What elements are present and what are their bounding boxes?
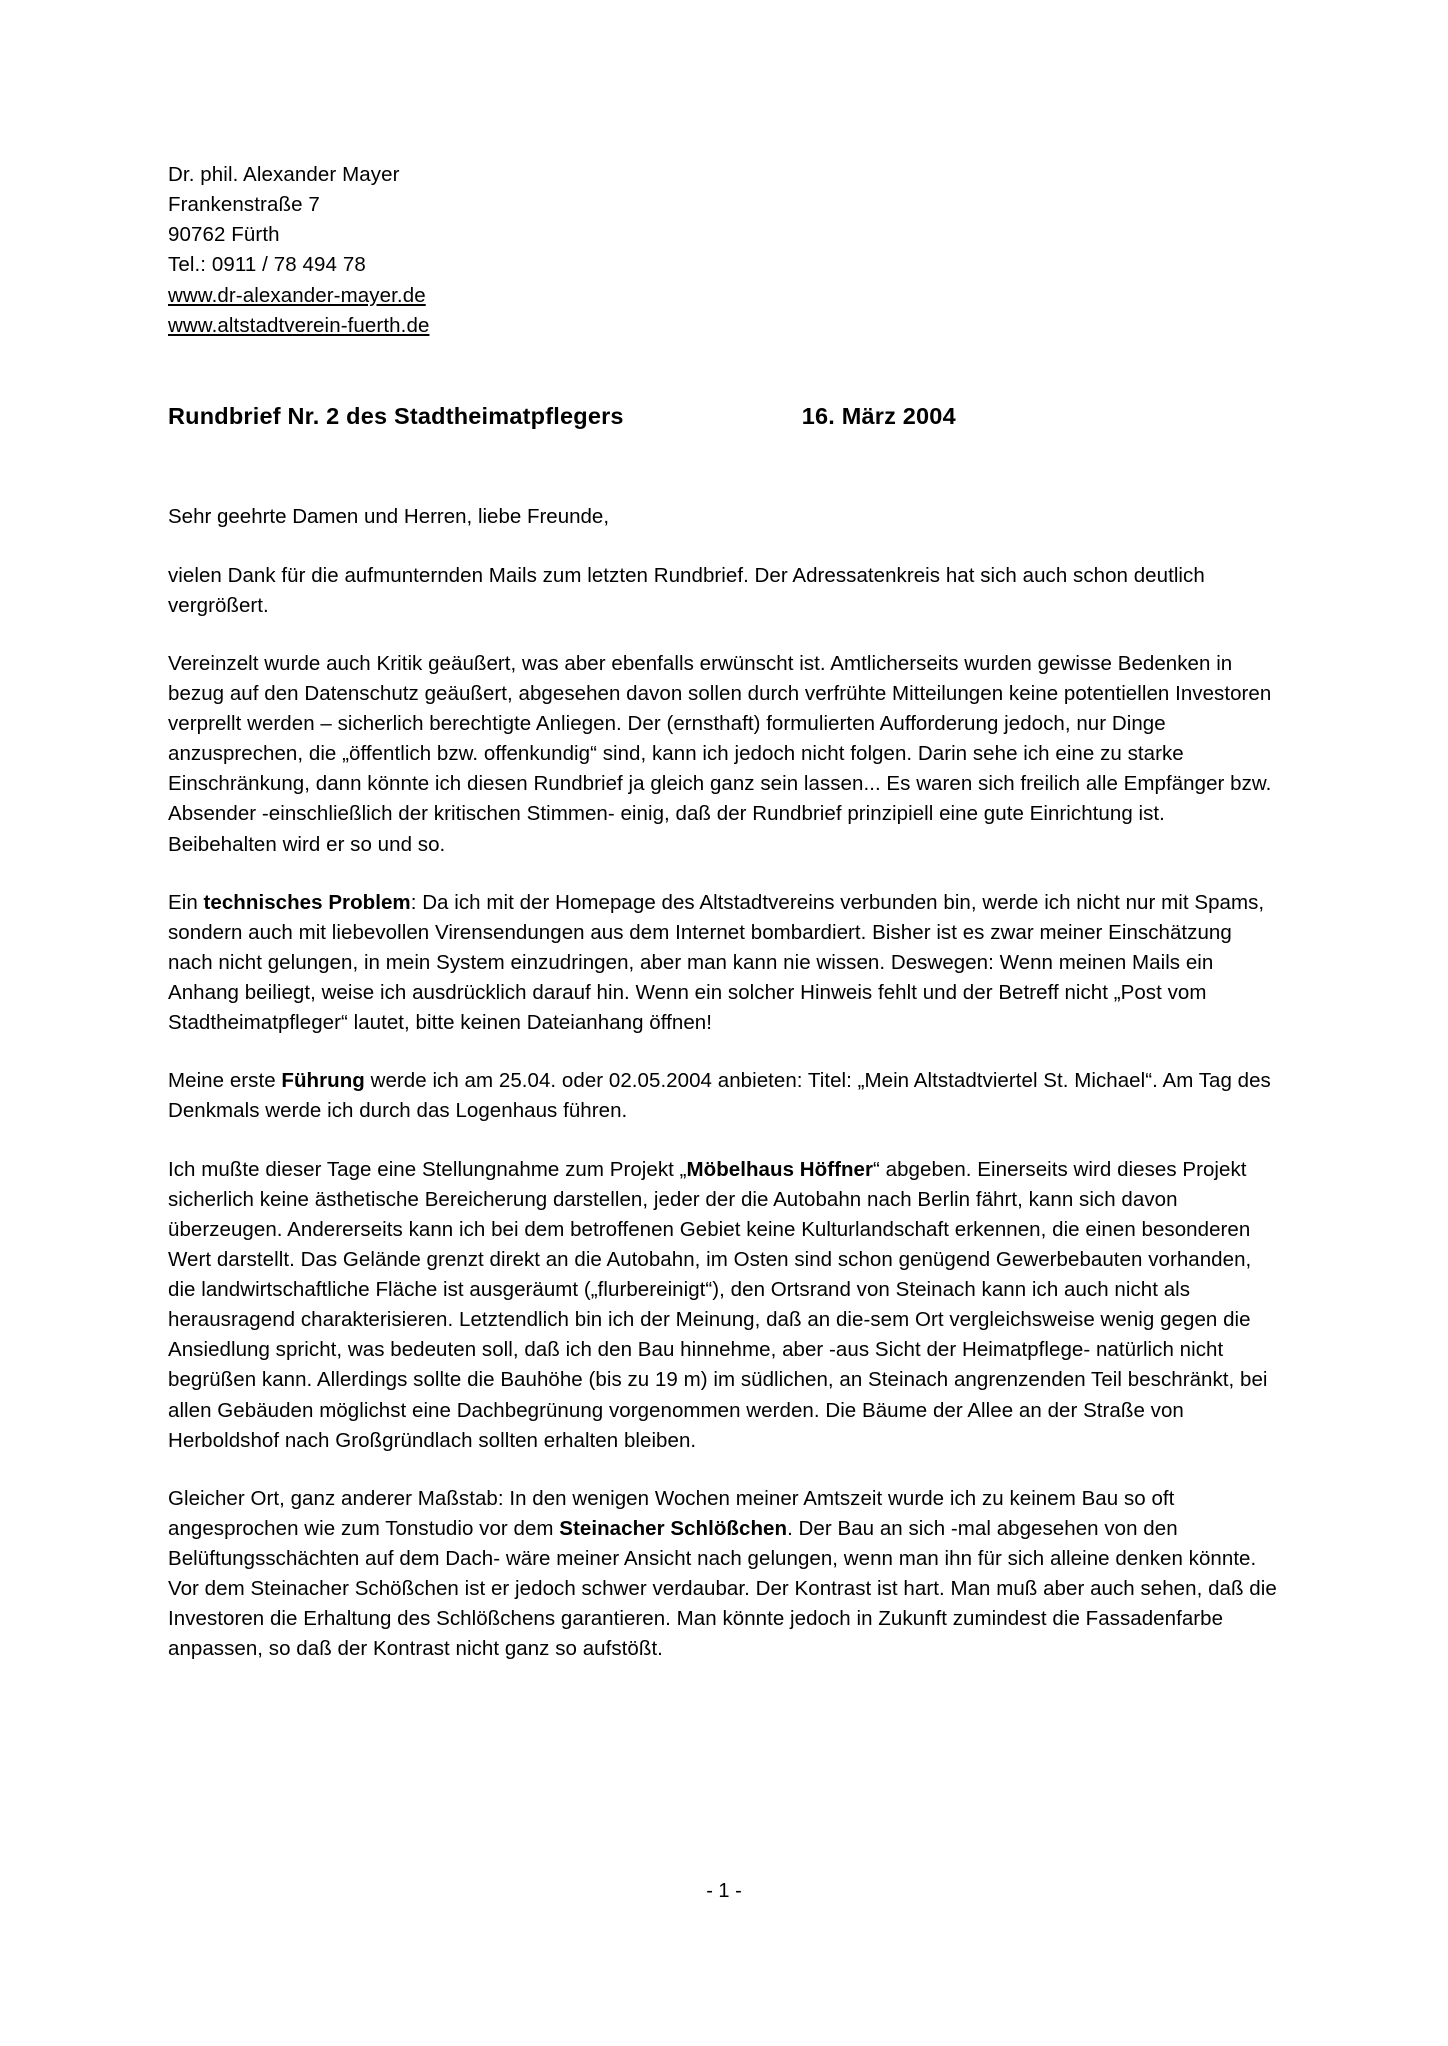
- document-title-row: [168, 403, 1278, 430]
- paragraph-schloesschen-bold: Steinacher Schlößchen: [559, 1516, 788, 1540]
- paragraph-criticism: Vereinzelt wurde auch Kritik geäußert, was aber ebenfalls erwünscht ist. Amtlicherseits wurden gewisse Bedenken in bezug auf den Datenschutz geäußert, abgesehen davon sollen durch verfrühte Mitteilungen keine potentiellen Investoren verprellt werden – sicherlich berechtigte Anliegen. Der (ernsthaft) formulierten Aufforderung jedoch, nur Dinge anzusprechen, die „öffentlich bzw. offenkundig“ sind, kann ich jedoch nicht folgen. Darin sehe ich eine zu starke Einschränkung, dann könnte ich diesen Rundbrief ja gleich ganz sein lassen... Es waren sich freilich alle Empfänger bzw. Absender -einschließlich der kritischen Stimmen- einig, daß der Rundbrief prinzipiell eine gute Einrichtung ist. Beibehalten wird er so und so.: [168, 651, 1272, 856]
- sender-website-personal[interactable]: www.dr-alexander-mayer.de: [168, 283, 426, 307]
- paragraph-thanks: vielen Dank für die aufmunternden Mails zum letzten Rundbrief. Der Adressatenkreis hat sich auch schon deutlich vergrößert.: [168, 563, 1205, 617]
- page-title: Rundbrief Nr. 2 des Stadtheimatpflegers: [168, 402, 624, 429]
- paragraph-moebelhaus-bold: Möbelhaus Höffner: [686, 1157, 874, 1181]
- sender-city: 90762 Fürth: [168, 223, 280, 247]
- paragraph-moebelhaus: [168, 1155, 1278, 1456]
- paragraph-technical-problem-pre: Ein: [168, 890, 204, 914]
- page-number: - 1 -: [706, 1880, 742, 1902]
- paragraph-first-tour-post: werde ich am 25.04. oder 02.05.2004 anbieten: Titel: „Mein Altstadtviertel St. Michael“. Am Tag des Denkmals werde ich durch das Logenhaus führen.: [168, 1069, 1271, 1123]
- sender-phone: Tel.: 0911 / 78 494 78: [168, 253, 366, 277]
- paragraph-schloesschen-post: . Der Bau an sich -mal abgesehen von den Belüftungsschächten auf dem Dach- wäre meiner Ansicht nach gelungen, wenn man ihn für sich alleine denken könnte. Vor dem Steinacher Schößchen ist er jedoch schwer verdaubar. Der Kontrast ist hart. Man muß aber auch sehen, daß die Investoren die Erhaltung des Schlößchens garantieren. Man könnte jedoch in Zukunft zumindest die Fassadenfarbe anpassen, so daß der Kontrast nicht ganz so aufstößt.: [168, 1516, 1277, 1661]
- sender-name: Dr. phil. Alexander Mayer: [168, 163, 400, 186]
- paragraph-technical-problem-post: : Da ich mit der Homepage des Altstadtvereins verbunden bin, werde ich nicht nur mit Spams, sondern auch mit liebevollen Virensendungen aus dem Internet bombardiert. Bisher ist es zwar meiner Einschätzung nach nicht gelungen, in mein System einzudringen, aber man kann nie wissen. Deswegen: Wenn meinen Mails ein Anhang beiliegt, weise ich ausdrücklich darauf hin. Wenn ein solcher Hinweis fehlt und der Betreff nicht „Post vom Stadtheimatpfleger“ lautet, bitte keinen Dateianhang öffnen!: [168, 890, 1265, 1035]
- document-date: 16. März 2004: [801, 402, 956, 429]
- paragraph-technical-problem: [168, 888, 1278, 1039]
- paragraph-first-tour: [168, 1066, 1278, 1126]
- paragraph-schloesschen-pre: Gleicher Ort, ganz anderer Maßstab: In den wenigen Wochen meiner Amtszeit wurde ich zu keinem Bau so oft angesprochen wie zum Tonstudio vor dem: [168, 1486, 1175, 1540]
- sender-website-association[interactable]: www.altstadtverein-fuerth.de: [168, 313, 430, 337]
- paragraph-technical-problem-bold: technisches Problem: [203, 890, 411, 914]
- paragraph-schloesschen: [168, 1484, 1278, 1665]
- sender-address-block: [168, 160, 1278, 341]
- document-content: [168, 160, 1278, 1665]
- paragraph-first-tour-bold: Führung: [281, 1069, 365, 1093]
- paragraph-first-tour-pre: Meine erste: [168, 1069, 282, 1093]
- paragraph-moebelhaus-pre: Ich mußte dieser Tage eine Stellungnahme zum Projekt „: [168, 1157, 687, 1181]
- paragraph-moebelhaus-post: “ abgeben. Einerseits wird dieses Projekt sicherlich keine ästhetische Bereicherung darstellen, jeder der die Autobahn nach Berlin fährt, kann sich davon überzeugen. Andererseits kann ich bei dem betroffenen Gebiet keine Kulturlandschaft erkennen, die einen besonderen Wert darstellt. Das Gelände grenzt direkt an die Autobahn, im Osten sind schon genügend Gewerbebauten vorhanden, die landwirtschaftliche Fläche ist ausgeräumt („flurbereinigt“), den Ortsrand von Steinach kann ich auch nicht als herausragend charakterisieren. Letztendlich bin ich der Meinung, daß an die-sem Ort vergleichsweise wenig gegen die Ansiedlung spricht, was bedeuten soll, daß ich den Bau hinnehme, aber -aus Sicht der Heimatpflege- natürlich nicht begrüßen kann. Allerdings sollte die Bauhöhe (bis zu 19 m) im südlichen, an Steinach angrenzenden Teil beschränkt, bei allen Gebäuden möglichst eine Dachbegrünung vorgenommen werden. Die Bäume der Allee an der Straße von Herboldshof nach Großgründlach sollten erhalten bleiben.: [168, 1157, 1268, 1452]
- sender-street: Frankenstraße 7: [168, 193, 320, 217]
- salutation: Sehr geehrte Damen und Herren, liebe Freunde,: [168, 504, 610, 528]
